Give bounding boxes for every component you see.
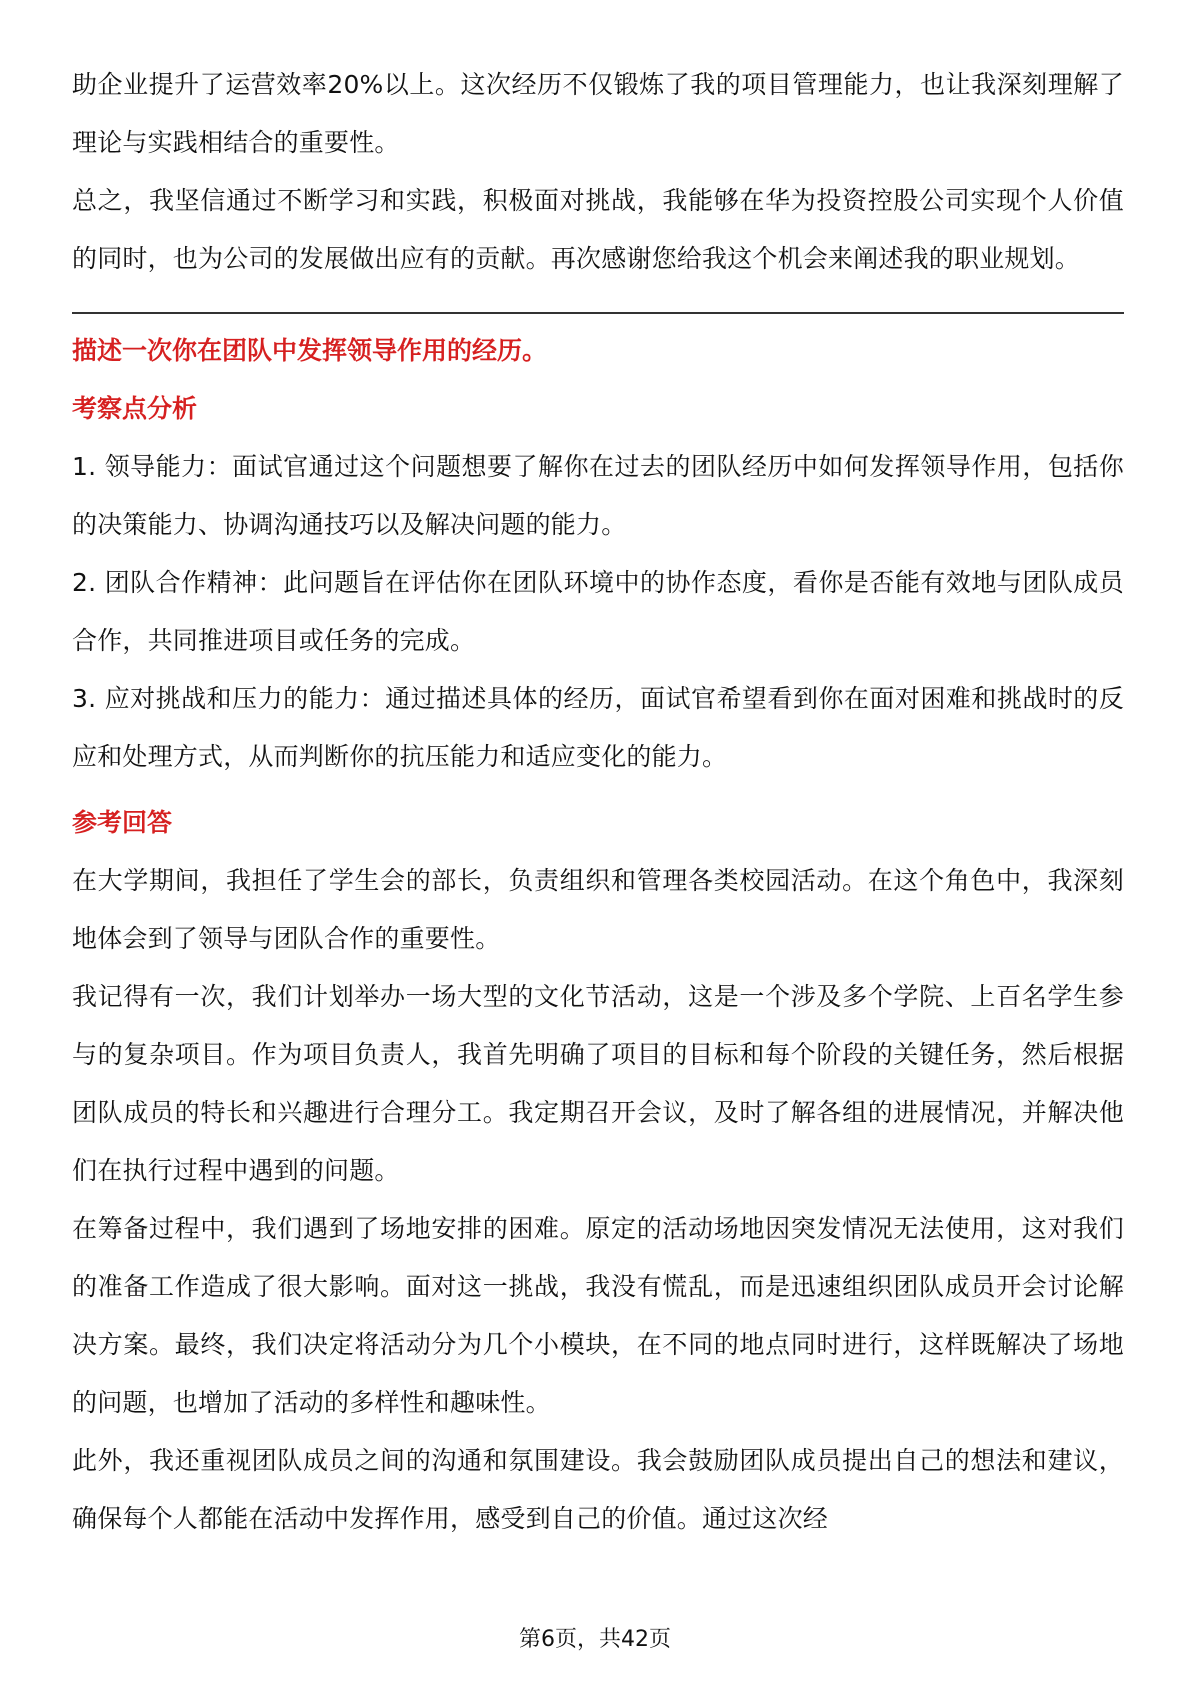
section-divider [72,312,1124,314]
reference-paragraph: 在筹备过程中，我们遇到了场地安排的困难。原定的活动场地因突发情况无法使用，这对我们的准备工作造成了很大影响。面对这一挑战，我没有慌乱，而是迅速组织团队成员开会讨论解决方案。最终，我们决定将活动分为几个小模块，在不同的地点同时进行，这样既解决了场地的问题，也增加了活动的多样性和趣味性。 [72,1214,1124,1417]
body-paragraph: 总之，我坚信通过不断学习和实践，积极面对挑战，我能够在华为投资控股公司实现个人价值的同时，也为公司的发展做出应有的贡献。再次感谢您给我这个机会来阐述我的职业规划。 [72,186,1124,273]
page-number-footer: 第6页，共42页 [519,1627,671,1652]
reference-heading: 参考回答 [72,808,173,837]
question-title: 描述一次你在团队中发挥领导作用的经历。 [72,336,548,365]
analysis-point: 3. 应对挑战和压力的能力：通过描述具体的经历，面试官希望看到你在面对困难和挑战时的反应和处理方式，从而判断你的抗压能力和适应变化的能力。 [72,684,1124,771]
analysis-point: 1. 领导能力：面试官通过这个问题想要了解你在过去的团队经历中如何发挥领导作用，包括你的决策能力、协调沟通技巧以及解决问题的能力。 [72,452,1124,539]
analysis-heading: 考察点分析 [72,394,198,423]
document-page [72,56,1124,1548]
analysis-point: 2. 团队合作精神：此问题旨在评估你在团队环境中的协作态度，看你是否能有效地与团队成员合作，共同推进项目或任务的完成。 [72,568,1124,655]
reference-paragraph: 在大学期间，我担任了学生会的部长，负责组织和管理各类校园活动。在这个角色中，我深刻地体会到了领导与团队合作的重要性。 [72,866,1124,953]
body-paragraph: 助企业提升了运营效率20%以上。这次经历不仅锻炼了我的项目管理能力，也让我深刻理解了理论与实践相结合的重要性。 [72,70,1124,157]
reference-paragraph: 我记得有一次，我们计划举办一场大型的文化节活动，这是一个涉及多个学院、上百名学生参与的复杂项目。作为项目负责人，我首先明确了项目的目标和每个阶段的关键任务，然后根据团队成员的特长和兴趣进行合理分工。我定期召开会议，及时了解各组的进展情况，并解决他们在执行过程中遇到的问题。 [72,982,1124,1185]
reference-paragraph: 此外，我还重视团队成员之间的沟通和氛围建设。我会鼓励团队成员提出自己的想法和建议，确保每个人都能在活动中发挥作用，感受到自己的价值。通过这次经 [72,1446,1124,1533]
